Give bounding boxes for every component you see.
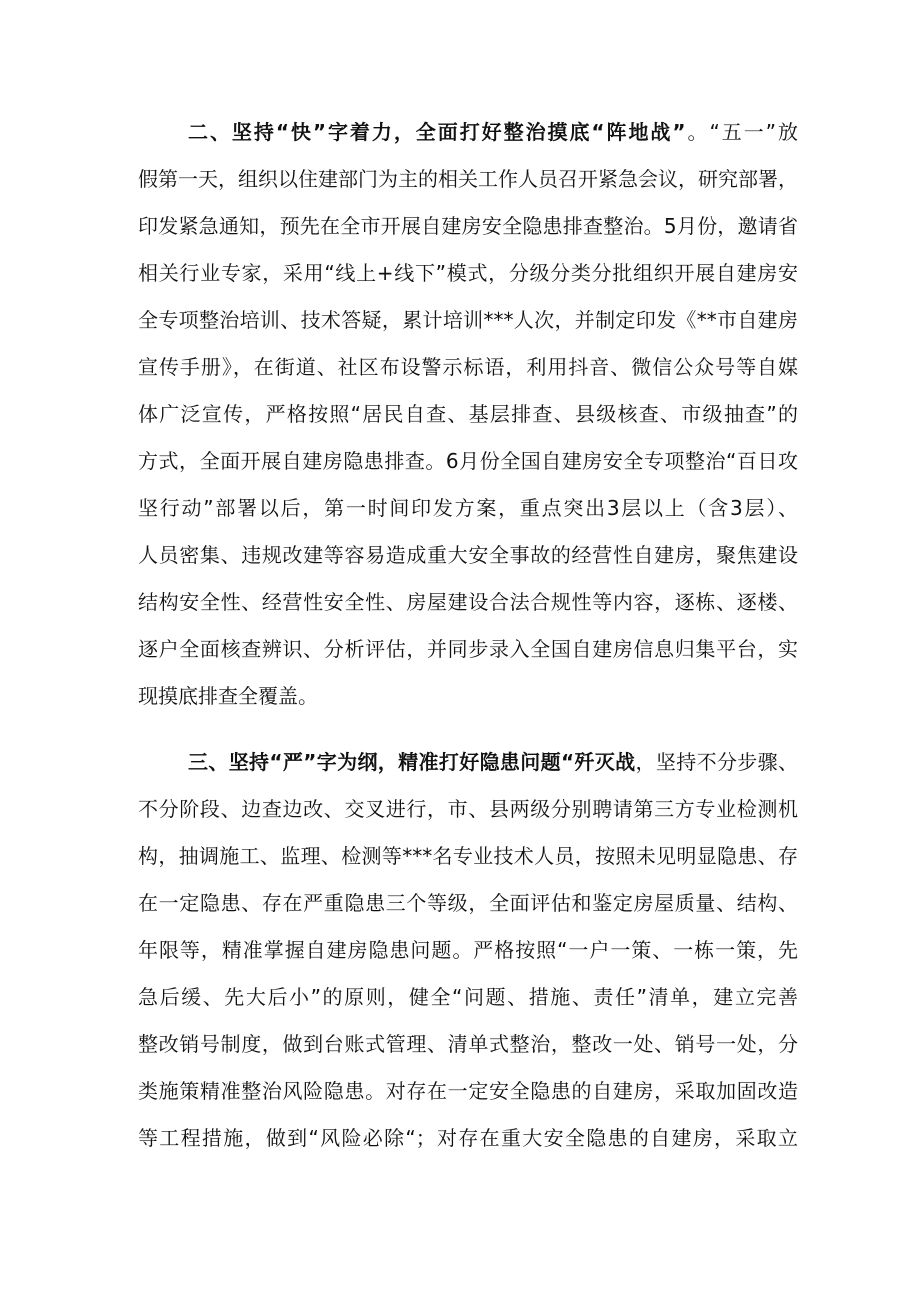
paragraph-1-line-1 bbox=[188, 118, 798, 146]
paragraph-1-line-13: 现摸底排查全覆盖。 bbox=[138, 684, 318, 708]
paragraph-2-heading: 三、坚持“严”字为纲，精准打好隐患问题“歼灭战 bbox=[188, 750, 636, 774]
paragraph-2-line-4: 在一定隐患、存在严重隐患三个等级，全面评估和鉴定房屋质量、结构、 bbox=[138, 891, 798, 915]
paragraph-1-heading: 二、坚持“快”字着力，全面打好整治摸底“阵地战” bbox=[188, 120, 686, 144]
paragraph-1-line-7: 体广泛宣传，严格按照“居民自查、基层排查、县级核查、市级抽查”的 bbox=[138, 402, 798, 426]
paragraph-2-line-9: 等工程措施，做到“风险必除“；对存在重大安全隐患的自建房，采取立 bbox=[138, 1126, 798, 1150]
paragraph-2-line-2: 不分阶段、边查边改、交叉进行，市、县两级分别聘请第三方专业检测机 bbox=[138, 797, 798, 821]
paragraph-2-line-1 bbox=[188, 748, 798, 776]
paragraph-2-line-6: 急后缓、先大后小”的原则，健全“问题、措施、责任”清单，建立完善 bbox=[138, 985, 798, 1009]
paragraph-2-line-8: 类施策精准整治风险隐患。对存在一定安全隐患的自建房，采取加固改造 bbox=[138, 1079, 798, 1103]
paragraph-1-line-5: 全专项整治培训、技术答疑，累计培训***人次，并制定印发《**市自建房 bbox=[138, 308, 798, 332]
paragraph-1-line-6: 宣传手册》，在街道、社区布设警示标语，利用抖音、微信公众号等自媒 bbox=[138, 355, 798, 379]
paragraph-1-line-2: 假第一天，组织以住建部门为主的相关工作人员召开紧急会议，研究部署， bbox=[138, 167, 798, 191]
paragraph-2-line-7: 整改销号制度，做到台账式管理、清单式整治，整改一处、销号一处，分 bbox=[138, 1032, 798, 1056]
paragraph-1-line-10: 人员密集、违规改建等容易造成重大安全事故的经营性自建房，聚焦建设 bbox=[138, 543, 798, 567]
paragraph-2-line-1-text: ，坚持不分步骤、 bbox=[635, 750, 798, 774]
paragraph-1-line-3: 印发紧急通知，预先在全市开展自建房安全隐患排查整治。5月份，邀请省 bbox=[138, 214, 798, 238]
paragraph-2-line-3: 构，抽调施工、监理、检测等***名专业技术人员，按照未见明显隐患、存 bbox=[138, 844, 798, 868]
paragraph-2-line-5: 年限等，精准掌握自建房隐患问题。严格按照“一户一策、一栋一策，先 bbox=[138, 938, 798, 962]
paragraph-1-line-1-text: 。“五一”放 bbox=[685, 120, 798, 144]
paragraph-1-line-12: 逐户全面核查辨识、分析评估，并同步录入全国自建房信息归集平台，实 bbox=[138, 637, 798, 661]
paragraph-1-line-8: 方式，全面开展自建房隐患排查。6月份全国自建房安全专项整治“百日攻 bbox=[138, 449, 798, 473]
paragraph-1-line-9: 坚行动”部署以后，第一时间印发方案，重点突出3层以上（含3层）、 bbox=[138, 496, 798, 520]
paragraph-1-line-4: 相关行业专家，采用“线上+线下”模式，分级分类分批组织开展自建房安 bbox=[138, 261, 798, 285]
paragraph-1-line-11: 结构安全性、经营性安全性、房屋建设合法合规性等内容，逐栋、逐楼、 bbox=[138, 590, 798, 614]
